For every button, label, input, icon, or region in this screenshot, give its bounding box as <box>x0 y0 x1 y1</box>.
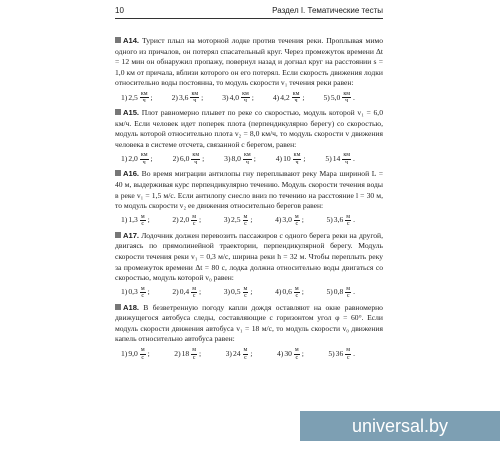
unit-numerator: м <box>243 213 248 220</box>
unit-denominator: с <box>192 293 196 300</box>
unit-fraction <box>140 214 146 228</box>
problem-statement: В безветренную погоду капли дождя оставляют на окне равномерно движущегося автобуса следы, составляющие с горизонтом угол φ = 60°. Если модуль скорости движения автобуса v₁ = 18 м/с, то модуль скорости v₀ движения капель относительно автобуса равен: <box>115 302 383 344</box>
answer-number: 3) <box>223 215 231 225</box>
unit-numerator: км <box>343 152 351 159</box>
unit-denominator: с <box>192 221 196 228</box>
unit-numerator: м <box>140 347 145 354</box>
unit-denominator: с <box>346 354 350 361</box>
answer-option <box>224 152 256 166</box>
unit-numerator: м <box>192 285 196 292</box>
answer-number: 1) <box>121 287 128 297</box>
answer-value: 3,6 <box>178 92 189 102</box>
answer-option <box>328 347 355 361</box>
answer-options <box>121 91 383 105</box>
answer-value: 0,6 <box>282 287 292 297</box>
unit-numerator: м <box>243 285 248 292</box>
problem-block <box>115 231 383 300</box>
unit-fraction <box>294 286 300 300</box>
answer-number: 4) <box>275 215 282 225</box>
answer-option <box>121 152 153 166</box>
unit-denominator: ч <box>245 159 249 166</box>
answer-option <box>275 286 304 300</box>
unit-denominator: ч <box>243 98 247 105</box>
answer-number: 2) <box>174 348 181 358</box>
problem-block <box>115 169 383 227</box>
answer-value: 0,3 <box>128 287 138 297</box>
unit-fraction <box>292 91 301 105</box>
answer-option <box>172 91 204 105</box>
unit-numerator: м <box>192 347 196 354</box>
answer-separator: . <box>353 154 355 164</box>
answer-number: 3) <box>223 287 231 297</box>
unit-fraction <box>241 91 250 105</box>
answer-separator: ; <box>201 92 204 102</box>
unit-numerator: км <box>140 90 148 97</box>
answer-value: 2,0 <box>128 154 138 164</box>
answer-number: 1) <box>121 92 128 102</box>
unit-denominator: ч <box>194 159 198 166</box>
answer-number: 5) <box>326 215 333 225</box>
answer-value: 3,0 <box>282 215 292 225</box>
answer-separator: ; <box>147 287 150 297</box>
unit-denominator: ч <box>294 98 298 105</box>
answer-option <box>121 347 150 361</box>
answer-number: 5) <box>325 154 332 164</box>
unit-numerator: м <box>192 213 196 220</box>
answer-number: 4) <box>275 154 283 164</box>
answer-number: 4) <box>272 92 280 102</box>
answer-number: 3) <box>224 154 231 164</box>
unit-fraction <box>191 347 197 361</box>
answer-value: 0,5 <box>231 287 241 297</box>
answer-option <box>172 286 201 300</box>
unit-denominator: с <box>141 354 145 361</box>
answer-option <box>275 214 304 228</box>
unit-numerator: м <box>346 347 351 354</box>
problem-id: А16. <box>123 169 140 179</box>
unit-numerator: км <box>343 90 351 97</box>
page-header <box>115 5 383 19</box>
unit-denominator: ч <box>142 98 146 105</box>
watermark: universal.by <box>300 411 500 441</box>
answer-separator: ; <box>253 154 256 164</box>
answer-value: 2,5 <box>231 215 241 225</box>
answer-number: 1) <box>121 215 128 225</box>
answer-option <box>121 286 150 300</box>
unit-fraction <box>191 214 197 228</box>
answer-separator: ; <box>250 348 253 358</box>
unit-fraction <box>243 286 249 300</box>
answer-separator: ; <box>250 287 253 297</box>
answer-option <box>121 214 150 228</box>
unit-denominator: ч <box>345 159 349 166</box>
answer-separator: ; <box>251 92 254 102</box>
answer-option <box>121 91 153 105</box>
unit-denominator: с <box>244 293 247 300</box>
answer-number: 2) <box>172 154 179 164</box>
unit-fraction <box>140 152 149 166</box>
unit-denominator: с <box>295 221 299 228</box>
answer-separator: ; <box>301 215 304 225</box>
answer-options <box>121 347 383 361</box>
answer-separator: ; <box>202 154 205 164</box>
answer-number: 5) <box>328 348 335 358</box>
unit-denominator: ч <box>193 98 197 105</box>
unit-denominator: с <box>141 221 145 228</box>
problem-block <box>115 36 383 105</box>
answer-value: 4,2 <box>280 92 290 102</box>
unit-denominator: с <box>244 354 247 361</box>
answer-separator: . <box>353 92 355 102</box>
problems-list <box>115 36 383 364</box>
answer-number: 1) <box>121 348 128 358</box>
answer-number: 5) <box>326 287 333 297</box>
answer-separator: ; <box>150 154 153 164</box>
problem-id: А17. <box>123 230 140 240</box>
square-marker-icon <box>115 232 121 238</box>
problem-text <box>115 303 383 345</box>
answer-number: 2) <box>171 92 178 102</box>
answer-value: 18 <box>181 348 190 358</box>
answer-separator: ; <box>147 348 150 358</box>
answer-value: 5,0 <box>330 92 341 102</box>
problem-statement: Плот равномерно плывет по реке со скоростью, модуль которой v₁ = 6,0 км/ч. Если человек идет поперек плота (перпендикулярно берегу) со скоростью, модуль которой относительно плота v₂ = 8,0 км/ч, то модуль скорости v движения человека в системе отсчета, связанной с берегом, равен: <box>115 107 384 149</box>
answer-number: 3) <box>222 92 229 102</box>
answer-separator: ; <box>198 215 202 225</box>
unit-fraction <box>243 214 249 228</box>
unit-fraction <box>345 347 351 361</box>
unit-numerator: км <box>293 152 301 159</box>
unit-fraction <box>243 347 249 361</box>
answer-separator: ; <box>303 154 306 164</box>
answer-separator: ; <box>301 287 304 297</box>
square-marker-icon <box>115 170 121 176</box>
answer-value: 8,0 <box>231 154 241 164</box>
answer-option <box>174 347 201 361</box>
answer-separator: ; <box>250 215 253 225</box>
unit-denominator: ч <box>295 159 299 166</box>
problem-id: А15. <box>123 107 140 117</box>
answer-separator: . <box>353 215 355 225</box>
unit-numerator: км <box>243 152 251 159</box>
answer-value: 36 <box>335 348 344 358</box>
unit-numerator: м <box>140 213 145 220</box>
unit-denominator: ч <box>345 98 349 105</box>
answer-option <box>226 347 253 361</box>
answer-number: 2) <box>172 215 179 225</box>
problem-id: А14. <box>123 36 140 45</box>
unit-denominator: ч <box>142 159 146 166</box>
unit-fraction <box>140 347 146 361</box>
answer-value: 1,3 <box>128 215 138 225</box>
unit-denominator: с <box>141 293 145 300</box>
unit-denominator: с <box>192 354 196 361</box>
answer-value: 4,0 <box>229 92 240 102</box>
unit-fraction <box>191 286 197 300</box>
answer-separator: . <box>353 287 355 297</box>
answer-value: 9,0 <box>128 348 138 358</box>
answer-value: 6,0 <box>179 154 190 164</box>
answer-option <box>277 347 304 361</box>
problem-text <box>115 108 383 150</box>
answer-option <box>273 91 305 105</box>
answer-number: 2) <box>172 287 179 297</box>
answer-value: 10 <box>283 154 291 164</box>
section-title: Раздел I. Тематические тесты <box>272 6 383 15</box>
answer-number: 5) <box>323 92 330 102</box>
unit-numerator: км <box>140 152 148 159</box>
problem-block <box>115 108 383 166</box>
unit-fraction <box>294 214 300 228</box>
problem-statement: Во время миграции антилопы гну переплывают реку Мара шириной L = 40 м, выдерживая курс перпендикулярно течению. Модуль скорости течения воды в реке v₁ = 1,5 м/с. Если антилопу снесло вниз по течению на расстояние l = 30 м, то модуль скорости v₂ ее движения относительно берегов равен: <box>115 169 383 211</box>
answer-number: 3) <box>225 348 232 358</box>
answer-separator: ; <box>150 92 153 102</box>
answer-value: 2,0 <box>179 215 190 225</box>
answer-separator: . <box>353 348 355 358</box>
answer-option <box>173 152 205 166</box>
answer-separator: ; <box>198 287 202 297</box>
square-marker-icon <box>115 304 121 310</box>
unit-numerator: м <box>294 213 299 220</box>
answer-value: 0,4 <box>179 287 190 297</box>
problem-text <box>115 169 383 211</box>
unit-fraction <box>293 152 302 166</box>
unit-fraction <box>190 91 199 105</box>
unit-fraction <box>140 286 146 300</box>
answer-separator: ; <box>301 348 304 358</box>
unit-numerator: км <box>292 90 300 97</box>
unit-numerator: м <box>294 347 299 354</box>
unit-fraction <box>243 152 252 166</box>
answer-option <box>172 214 201 228</box>
unit-fraction <box>140 91 149 105</box>
unit-numerator: м <box>346 213 351 220</box>
unit-denominator: с <box>295 293 299 300</box>
unit-denominator: с <box>295 354 299 361</box>
answer-value: 30 <box>284 348 292 358</box>
answer-separator: ; <box>147 215 150 225</box>
answer-option <box>326 214 355 228</box>
answer-separator: ; <box>198 348 202 358</box>
problem-statement: Лодочник должен перевозить пассажиров с одного берега реки на другой, двигаясь по прямолинейной траектории, перпендикулярной берегу. Модуль скорости течения реки v₁ = 0,3 м/с, ширина реки h = 32 м. Чтобы переплыть реку за промежуток времени Δt = 80 с, лодка должна относительно воды двигаться со скоростью, модуль которой v₀ равен: <box>115 230 384 283</box>
square-marker-icon <box>115 109 121 115</box>
answer-number: 1) <box>121 154 128 164</box>
unit-fraction <box>294 347 300 361</box>
answer-value: 0,8 <box>333 287 344 297</box>
unit-fraction <box>345 286 351 300</box>
page-number: 10 <box>115 6 124 15</box>
answer-option <box>276 152 306 166</box>
unit-numerator: км <box>192 152 200 159</box>
problem-statement: Турист плыл на моторной лодке против течения реки. Проплывая мимо одного из причалов, он потерял спасательный круг. Через промежуток времени Δt = 12 мин он обнаружил пропажу, повернул назад и догнал круг на расстоянии s = 1,0 км от причала, вблизи которого он его потерял. Если скорость движения лодки относительно воды постоянна, то модуль скорости v₁ течения реки равен: <box>115 36 383 88</box>
answer-option <box>222 91 254 105</box>
unit-fraction <box>345 214 351 228</box>
answer-value: 2,5 <box>128 92 138 102</box>
problem-text <box>115 231 383 284</box>
unit-numerator: м <box>140 285 145 292</box>
answer-options <box>121 286 383 300</box>
square-marker-icon <box>115 37 121 43</box>
answer-options <box>121 152 383 166</box>
answer-value: 14 <box>332 154 341 164</box>
answer-number: 4) <box>275 287 282 297</box>
answer-value: 24 <box>232 348 241 358</box>
answer-number: 4) <box>276 348 284 358</box>
unit-numerator: м <box>346 285 351 292</box>
problem-block <box>115 303 383 361</box>
answer-option <box>325 152 355 166</box>
answer-separator: ; <box>302 92 305 102</box>
problem-id: А18. <box>123 302 140 312</box>
unit-numerator: км <box>242 90 249 97</box>
problem-text <box>115 36 383 89</box>
unit-denominator: с <box>346 221 350 228</box>
unit-numerator: м <box>243 347 248 354</box>
answer-option <box>224 214 253 228</box>
answer-options <box>121 214 383 228</box>
unit-denominator: с <box>346 293 350 300</box>
unit-fraction <box>191 152 200 166</box>
unit-fraction <box>342 91 351 105</box>
answer-value: 3,6 <box>333 215 344 225</box>
answer-option <box>324 91 355 105</box>
unit-numerator: м <box>294 285 299 292</box>
answer-option <box>326 286 355 300</box>
unit-fraction <box>342 152 351 166</box>
unit-numerator: км <box>191 90 199 97</box>
answer-option <box>224 286 253 300</box>
unit-denominator: с <box>244 221 247 228</box>
